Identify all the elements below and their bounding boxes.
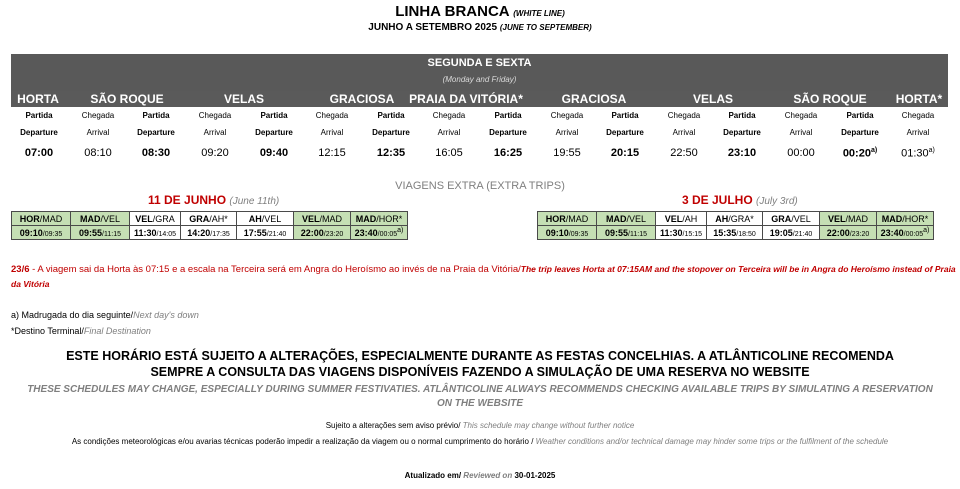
footnote-star: [11, 326, 151, 336]
column-label-en: Departure: [606, 128, 644, 137]
trip-route: [294, 212, 351, 226]
column-label-en: Departure: [723, 128, 761, 137]
footnote-star-pt: *Destino Terminal/: [11, 326, 84, 336]
trip-time: [877, 226, 934, 240]
subject-to-change: [0, 421, 960, 430]
trip-time: [12, 226, 71, 240]
trip-arrive: /09:35: [42, 230, 63, 238]
trip-footnote-mark: a): [397, 227, 404, 234]
column-label-en: Arrival: [672, 128, 696, 137]
route-to: /MAD: [39, 213, 63, 224]
route-from: AH: [715, 213, 729, 224]
route-from: MAD: [79, 213, 101, 224]
column-label-en: Departure: [137, 128, 175, 137]
column-label-pt: Partida: [377, 111, 405, 120]
time-cell: [830, 147, 890, 160]
column-label-pt: Partida: [611, 111, 639, 120]
trip-depart: 09:10: [19, 227, 43, 238]
route-to: /MAD: [319, 213, 342, 224]
time-cell: [126, 147, 186, 159]
route-from: VEL: [301, 213, 320, 224]
route-to: /VEL: [261, 213, 282, 224]
column-label-en: Arrival: [437, 128, 461, 137]
time-cell: [888, 147, 948, 160]
footnote-a-pt: a) Madrugada do dia seguinte/: [11, 310, 134, 320]
trip-footnote-mark: a): [923, 227, 930, 234]
port-label: HORTA: [17, 92, 59, 106]
trip-depart: 11:30: [660, 227, 683, 238]
trip-depart: 23:40: [354, 228, 378, 238]
trip-arrive: /21:40: [792, 230, 813, 238]
july-date-en: (July 3rd): [756, 196, 798, 207]
time-value: 08:30: [141, 147, 171, 159]
days-band: [11, 54, 948, 91]
route-to: /HOR*: [902, 213, 929, 224]
footnote-a: [11, 310, 199, 320]
line-name: LINHA BRANCA: [395, 3, 510, 20]
trip-time: [538, 226, 597, 240]
route-to: /HOR*: [376, 213, 403, 224]
footnote-a-en: Next day's down: [133, 310, 199, 320]
route-from: MAD: [881, 213, 903, 224]
trip-arrive: /11:15: [102, 230, 121, 238]
port-label: PRAIA DA VITÓRIA*: [409, 92, 523, 106]
extra-trips-title: VIAGENS EXTRA (EXTRA TRIPS): [395, 180, 565, 192]
port-label: VELAS: [223, 92, 264, 106]
column-label-pt: Chegada: [550, 111, 584, 120]
time-cell: [478, 147, 538, 159]
time-cell: [654, 147, 714, 159]
column-label-en: Departure: [841, 128, 879, 137]
time-value: 19:55: [553, 147, 581, 159]
period-en: (JUNE TO SEPTEMBER): [499, 23, 592, 32]
time-value: 09:40: [259, 147, 289, 159]
time-footnote-mark: a): [870, 147, 878, 154]
column-label-en: Departure: [489, 128, 527, 137]
trip-depart: 19:05: [769, 227, 793, 238]
column-label-pt: Partida: [25, 111, 53, 120]
page-title: [0, 3, 960, 20]
time-value: 09:20: [201, 147, 229, 159]
column-label-pt: Chegada: [901, 111, 935, 120]
time-footnote-mark: a): [928, 147, 935, 154]
route-from: HOR: [545, 213, 566, 224]
trip-route: [130, 212, 181, 226]
trip-arrive: /14:05: [156, 230, 176, 238]
trip-arrive: /11:15: [628, 230, 647, 238]
trip-depart: 23:40: [880, 228, 904, 238]
updated-line: [0, 471, 960, 480]
trip-time: [130, 226, 181, 240]
time-cell: [771, 147, 831, 159]
column-label-en: Departure: [372, 128, 410, 137]
column-label-pt: Partida: [494, 111, 522, 120]
trip-route: [71, 212, 130, 226]
port-label: SÃO ROQUE: [90, 92, 164, 106]
june-date-label: 11 DE JUNHO: [148, 193, 227, 207]
time-cell: [361, 147, 421, 159]
july-date-label: 3 DE JULHO: [682, 193, 753, 207]
route-from: VEL: [664, 213, 683, 224]
trip-route: [538, 212, 597, 226]
route-from: MAD: [605, 213, 627, 224]
trip-arrive: /09:35: [568, 230, 589, 238]
column-label-en: Arrival: [86, 128, 110, 137]
trip-depart: 14:20: [187, 227, 211, 238]
column-label-pt: Chegada: [432, 111, 466, 120]
time-cell: [537, 147, 597, 159]
updated-pt: Atualizado em/: [404, 471, 462, 480]
route-to: /AH: [682, 213, 698, 224]
trip-time: [656, 226, 707, 240]
trip-route: [763, 212, 820, 226]
route-change-note: [11, 262, 956, 292]
column-label-pt: Chegada: [81, 111, 115, 120]
time-cell: [595, 147, 655, 159]
column-label-pt: Chegada: [667, 111, 701, 120]
warning-pt: ESTE HORÁRIO ESTÁ SUJEITO A ALTERAÇÕES, ESPECIALMENTE DURANTE AS FESTAS CONCELHIAS. A ATLÂNTICOLINE RECOMENDA SEMPRE A CONSULTA DAS VIAGENS DISPONÍVEIS FAZENDO A SIMULAÇÃO DE UMA RESERVA NO WEBSITE: [66, 349, 894, 379]
time-cell: [9, 147, 69, 159]
column-label-pt: Partida: [728, 111, 756, 120]
route-to: /AH*: [209, 213, 228, 224]
time-cell: [419, 147, 479, 159]
june-date-en: (June 11th): [229, 196, 280, 207]
trip-route: [707, 212, 763, 226]
time-value: 01:30: [901, 147, 929, 160]
days-label-en: (Monday and Friday): [442, 75, 517, 84]
period: JUNHO A SETEMBRO 2025: [368, 22, 498, 33]
footnote-star-en: Final Destination: [83, 326, 151, 336]
route-to: /GRA*: [728, 213, 754, 224]
time-value: 22:50: [670, 147, 698, 159]
time-value: 08:10: [84, 147, 112, 159]
time-value: 00:20: [842, 147, 871, 160]
updated-date: 30-01-2025: [514, 471, 556, 480]
route-to: /GRA: [152, 213, 175, 224]
column-label-en: Arrival: [906, 128, 930, 137]
weather-en: Weather conditions and/or technical damage may hinder some trips or the fulfilment of the schedule: [533, 437, 889, 446]
port-label: GRACIOSA: [561, 92, 627, 106]
route-from: AH: [248, 213, 262, 224]
trip-depart: 11:30: [134, 227, 157, 238]
port-label: SÃO ROQUE: [793, 92, 867, 106]
line-name-en: (WHITE LINE): [513, 9, 565, 18]
route-from: MAD: [355, 213, 377, 224]
column-label-en: Arrival: [789, 128, 813, 137]
trip-time: [820, 226, 877, 240]
trip-arrive: /15:15: [682, 230, 702, 238]
time-cell: [712, 147, 772, 159]
column-label-en: Departure: [20, 128, 58, 137]
trip-depart: 22:00: [300, 227, 324, 238]
note-date: 23/6: [11, 264, 30, 275]
time-cell: [244, 147, 304, 159]
route-from: GRA: [771, 213, 792, 224]
trip-time: [351, 226, 408, 240]
time-value: 16:25: [493, 147, 523, 159]
july-trips-table: [537, 211, 934, 240]
note-text-en: The trip leaves Horta at 07:15AM and the stopover on Terceira will be in Angra do Heroísmo instead of Praia da Vitória: [11, 264, 956, 289]
june-trips-table: [11, 211, 408, 240]
trip-route: [877, 212, 934, 226]
trip-route: [597, 212, 656, 226]
time-value: 23:10: [727, 147, 757, 159]
column-label-en: Arrival: [555, 128, 579, 137]
trip-depart: 15:35: [713, 227, 737, 238]
warning-en: THESE SCHEDULES MAY CHANGE, ESPECIALLY DURING SUMMER FESTIVATIES. ATLÂNTICOLINE ALWAYS RECOMMENDS CHECKING AVAILABLE TRIPS BY SIMULATING A RESERVATION ON THE WEBSITE: [27, 384, 933, 409]
column-label-en: Departure: [255, 128, 293, 137]
trip-time: [181, 226, 237, 240]
column-label-pt: Chegada: [315, 111, 349, 120]
route-to: /VEL: [626, 213, 646, 224]
trip-route: [656, 212, 707, 226]
route-from: HOR: [19, 213, 40, 224]
trip-time: [237, 226, 294, 240]
subject-pt: Sujeito a alterações sem aviso prévio/: [325, 421, 461, 430]
updated-en: Reviewed on: [461, 471, 515, 480]
route-from: VEL: [827, 213, 846, 224]
period-subtitle: [0, 22, 960, 33]
trip-time: [294, 226, 351, 240]
column-label-pt: Partida: [142, 111, 170, 120]
time-value: 16:05: [435, 147, 463, 159]
port-label: HORTA*: [895, 92, 943, 106]
time-value: 12:15: [318, 147, 346, 159]
time-value: 00:00: [787, 147, 815, 159]
july-date: [682, 193, 798, 207]
trip-arrive: /00:05: [903, 231, 924, 238]
trip-route: [351, 212, 408, 226]
trip-depart: 09:10: [545, 227, 569, 238]
trip-depart: 09:55: [605, 227, 629, 238]
column-label-en: Arrival: [203, 128, 227, 137]
trip-time: [763, 226, 820, 240]
time-cell: [68, 147, 128, 159]
trip-route: [237, 212, 294, 226]
trip-arrive: /23:20: [849, 230, 870, 238]
trip-time: [71, 226, 130, 240]
route-to: /VEL: [100, 213, 120, 224]
trip-depart: 09:55: [79, 227, 103, 238]
trip-depart: 22:00: [826, 227, 850, 238]
column-label-pt: Partida: [846, 111, 874, 120]
trip-arrive: /23:20: [323, 230, 344, 238]
subject-en: This schedule may change without further notice: [460, 421, 635, 430]
route-to: /MAD: [565, 213, 589, 224]
route-to: /MAD: [845, 213, 868, 224]
column-label-en: Arrival: [320, 128, 344, 137]
time-value: 20:15: [610, 147, 640, 159]
trip-depart: 17:55: [243, 227, 267, 238]
time-value: 07:00: [24, 147, 54, 159]
trip-time: [707, 226, 763, 240]
june-date: [148, 193, 279, 207]
column-label-pt: Partida: [260, 111, 288, 120]
port-label: GRACIOSA: [329, 92, 395, 106]
column-label-pt: Chegada: [198, 111, 232, 120]
route-from: GRA: [189, 213, 210, 224]
time-value: 12:35: [376, 147, 406, 159]
trip-time: [597, 226, 656, 240]
time-cell: [302, 147, 362, 159]
ports-band: [11, 91, 948, 107]
trip-arrive: /17:35: [210, 230, 230, 238]
note-text: - A viagem sai da Horta às 07:15 e a escala na Terceira será em Angra do Heroísmo ao invés de na Praia da Vitória/: [29, 264, 521, 275]
trip-arrive: /18:50: [736, 230, 756, 238]
route-from: VEL: [135, 213, 153, 224]
port-label: VELAS: [692, 92, 733, 106]
time-cell: [185, 147, 245, 159]
column-label-pt: Chegada: [784, 111, 818, 120]
trip-arrive: /21:40: [266, 230, 287, 238]
days-label: SEGUNDA E SEXTA: [427, 57, 532, 69]
route-to: /VEL: [791, 213, 811, 224]
weather-pt: As condições meteorológicas e/ou avarias técnicas poderão impedir a realização da viagem ou o normal cumprimento do horário /: [71, 437, 534, 446]
trip-arrive: /00:05: [377, 231, 398, 238]
weather-note: [0, 437, 960, 446]
trip-route: [181, 212, 237, 226]
trip-route: [12, 212, 71, 226]
trip-route: [820, 212, 877, 226]
